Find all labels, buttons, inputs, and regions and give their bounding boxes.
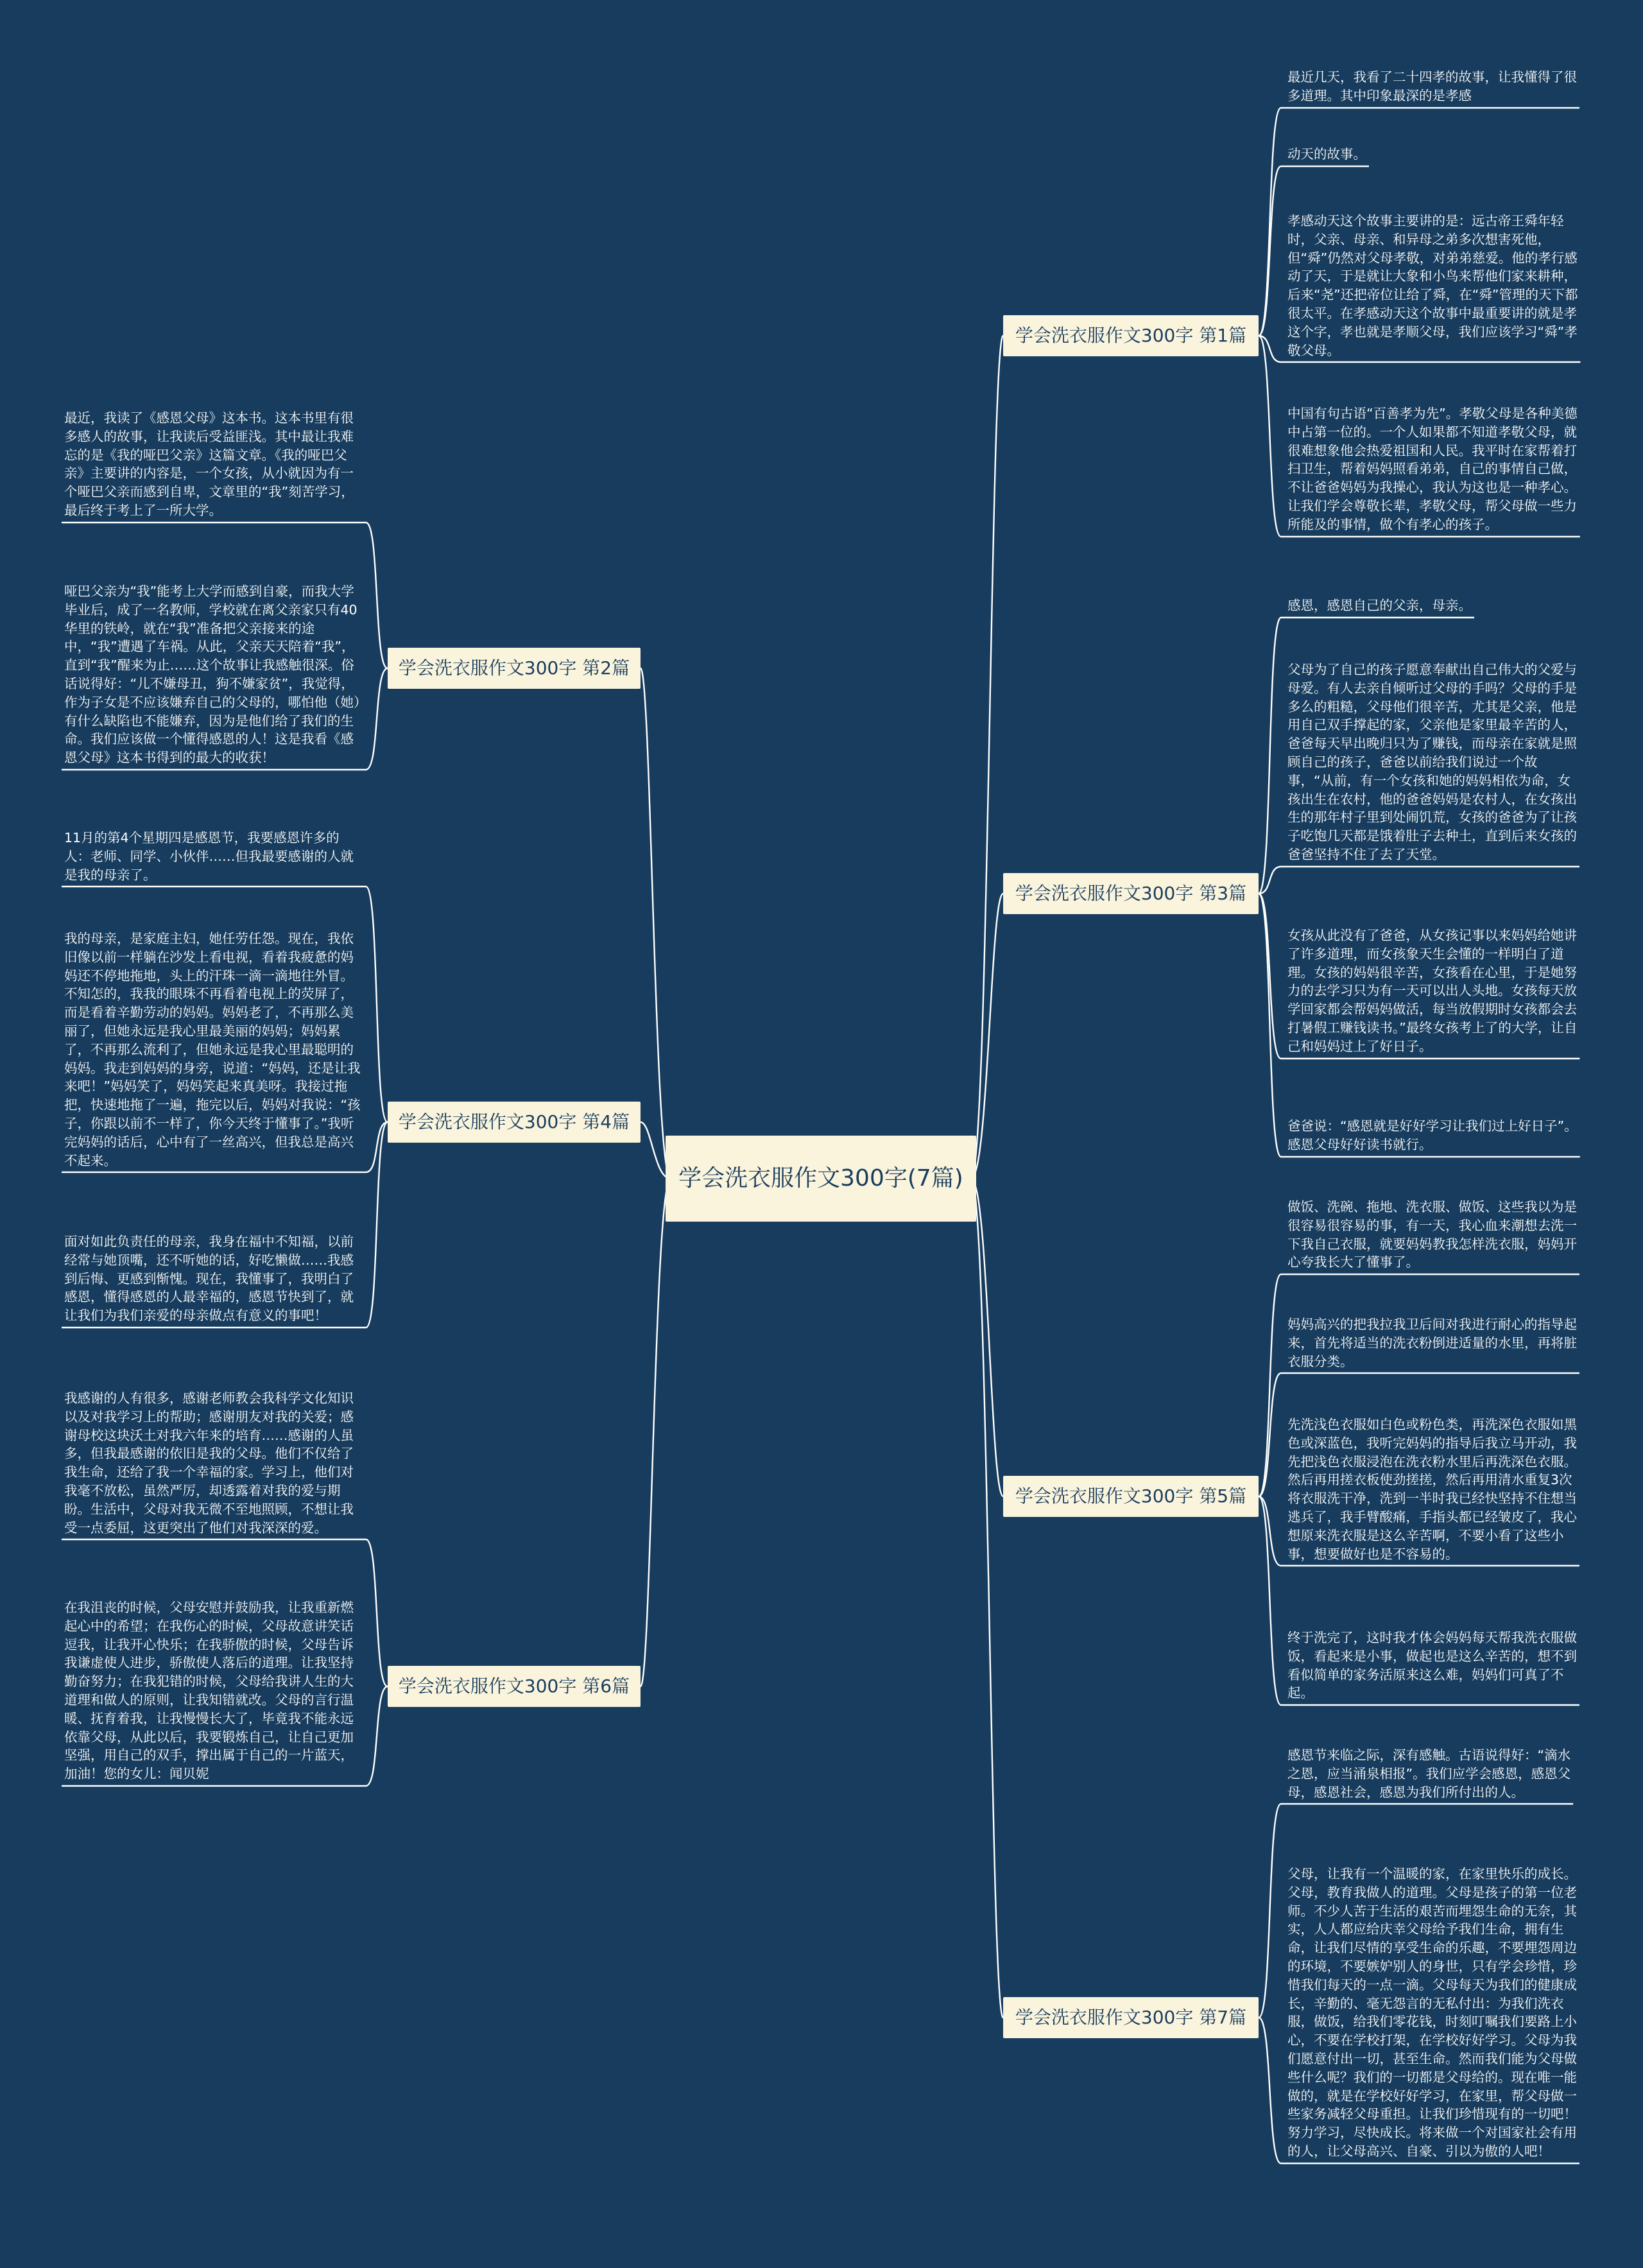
center-to-branch-2 <box>641 668 671 1179</box>
leaf-5-4: 终于洗完了，这时我才体会妈妈每天帮我洗衣服做饭，看起来是小事，做起也是这么辛苦的，想不到看似简单的家务活原来这么难，妈妈们可真了不起。 <box>1287 1630 1577 1701</box>
leaf-1-3: 孝感动天这个故事主要讲的是：远古帝王舜年轻时，父亲、母亲、和异母之弟多次想害死他，但“舜”仍然对父母孝敬，对弟弟慈爱。他的孝行感动了天，于是就让大象和小鸟来帮他们家来耕种，后来“尧”还把帝位让给了舜，在“舜”管理的天下都很太平。在孝感动天这个故事中最重要讲的就是孝这个字，孝也就是孝顺父母，我们应该学习“舜”孝敬父母。 <box>1287 213 1578 358</box>
leaf-7-2: 父母，让我有一个温暖的家，在家里快乐的成长。父母，教育我做人的道理。父母是孩子的第一位老师。不少人苦于生活的艰苦而埋怨生命的无奈，其实，人人都应给庆幸父母给予我们生命，拥有生命，让我们尽情的享受生命的乐趣，不要埋怨周边的环境，不要嫉妒别人的身世，只有学会珍惜，珍惜我们每天的一点一滴。父母每天为我们的健康成长，辛勤的、毫无怨言的无私付出：为我们洗衣服，做饭，给我们零花钱，时刻叮嘱我们要路上小心，不要在学校打架，在学校好好学习。父母为我们愿意付出一切，甚至生命。然而我们能为父母做些什么呢？我们的一切都是父母给的。现在唯一能做的，就是在学校好好学习，在家里，帮父母做一些家务减轻父母重担。让我们珍惜现有的一切吧！努力学习，尽快成长。将来做一个对国家社会有用的人，让父母高兴、自豪、引以为傲的人吧！ <box>1287 1866 1577 2159</box>
branch-3-leaf-4-connector <box>1259 894 1281 1157</box>
branch-2-leaf-2-connector <box>366 668 388 770</box>
center-topic[interactable]: 学会洗衣服作文300字(7篇) <box>666 1136 976 1222</box>
branch-7-leaf-2-connector <box>1259 2018 1281 2163</box>
leaf-5-2: 妈妈高兴的把我拉我卫后间对我进行耐心的指导起来，首先将适当的洗衣粉倒进适量的水里，再将脏衣服分类。 <box>1287 1317 1577 1369</box>
branch-4[interactable]: 学会洗衣服作文300字 第4篇 <box>388 1102 641 1143</box>
branch-1-leaf-1-connector <box>1259 108 1281 336</box>
leaf-2-2: 哑巴父亲为“我”能考上大学而感到自豪，而我大学毕业后，成了一名教师，学校就在离父亲家只有40华里的铁岭，就在“我”准备把父亲接来的途中，“我”遭遇了车祸。从此，父亲天天陪着“我”，直到“我”醒来为止……这个故事让我感触很深。俗话说得好：“儿不嫌母丑，狗不嫌家贫”，我觉得，作为子女是不应该嫌弃自己的父母的，哪怕他（她）有什么缺陷也不能嫌弃，因为是他们给了我们的生命。我们应该做一个懂得感恩的人！这是我看《感恩父母》这本书得到的最大的收获！ <box>64 584 361 766</box>
branch-6-leaf-1-connector <box>366 1539 388 1686</box>
leaf-7-1: 感恩节来临之际，深有感触。古语说得好：“滴水之恩，应当涌泉相报”。我们应学会感恩，感恩父母，感恩社会，感恩为我们所付出的人。 <box>1287 1747 1571 1800</box>
leaf-2-1: 最近，我读了《感恩父母》这本书。这本书里有很多感人的故事，让我读后受益匪浅。其中最让我难忘的是《我的哑巴父亲》这篇文章。《我的哑巴父亲》主要讲的内容是，一个女孩，从小就因为有一个哑巴父亲而感到自卑，文章里的“我”刻苦学习，最后终于考上了一所大学。 <box>64 410 354 518</box>
branch-7[interactable]: 学会洗衣服作文300字 第7篇 <box>1003 1997 1259 2038</box>
branch-4-leaf-2-connector <box>366 1122 388 1172</box>
branch-2[interactable]: 学会洗衣服作文300字 第2篇 <box>388 648 641 689</box>
branch-4-leaf-1-connector <box>366 887 388 1122</box>
leaf-4-2: 我的母亲，是家庭主妇，她任劳任怨。现在，我依旧像以前一样躺在沙发上看电视，看着我疲惫的妈妈还不停地拖地，头上的汗珠一滴一滴地往外冒。不知怎的，我我的眼珠不再看着电视上的荧屏了，而是看着辛勤劳动的妈妈。妈妈老了，不再那么美丽了，但她永远是我心里最美丽的妈妈；妈妈累了，不再那么流利了，但她永远是我心里最聪明的妈妈。我走到妈妈的身旁，说道：“妈妈，还是让我来吧！”妈妈笑了，妈妈笑起来真美呀。我接过拖把，快速地拖了一遍，拖完以后，妈妈对我说：“孩子，你跟以前不一样了，你今天终于懂事了。”我听完妈妈的话后，心中有了一丝高兴，但我总是高兴不起来。 <box>64 931 361 1168</box>
branch-3-leaf-2-connector <box>1259 867 1281 894</box>
leaf-6-2: 在我沮丧的时候，父母安慰并鼓励我，让我重新燃起心中的希望；在我伤心的时候，父母故意讲笑话逗我，让我开心快乐；在我骄傲的时候，父母告诉我谦虚使人进步，骄傲使人落后的道理。让我坚持勤奋努力；在我犯错的时候，父母给我讲人生的大道理和做人的原则，让我知错就改。父母的言行温暖、抚育着我，让我慢慢长大了，毕竟我不能永远依靠父母，从此以后，我要锻炼自己，让自己更加坚强，用自己的双手，撑出属于自己的一片蓝天，加油！您的女儿：闻贝妮 <box>64 1600 354 1782</box>
branch-1-leaf-4-connector <box>1259 336 1281 537</box>
leaf-3-1: 感恩，感恩自己的父亲，母亲。 <box>1287 598 1472 613</box>
branch-1[interactable]: 学会洗衣服作文300字 第1篇 <box>1003 315 1259 356</box>
leaf-3-3: 女孩从此没有了爸爸，从女孩记事以来妈妈给她讲了许多道理，而女孩象天生会懂的一样明白了道理。女孩的妈妈很辛苦，女孩看在心里，于是她努力的去学习只为有一天可以出人头地。女孩每天放学回家都会帮妈妈做活，每当放假期时女孩都会去打暑假工赚钱读书。”最终女孩考上了的大学，让自己和妈妈过上了好日子。 <box>1287 928 1578 1054</box>
center-to-branch-1 <box>971 336 1003 1179</box>
leaf-1-4: 中国有句古语“百善孝为先”。孝敬父母是各种美德中占第一位的。一个人如果都不知道孝敬父母，就很难想象他会热爱祖国和人民。我平时在家帮着打扫卫生，帮着妈妈照看弟弟，自己的事情自己做，不让爸爸妈妈为我操心，我认为这也是一种孝心。让我们学会尊敬长辈，孝敬父母，帮父母做一些力所能及的事情，做个有孝心的孩子。 <box>1287 406 1578 532</box>
branch-4-leaf-3-connector <box>366 1122 388 1328</box>
branch-6-leaf-2-connector <box>366 1686 388 1786</box>
branch-2-leaf-1-connector <box>366 523 388 668</box>
branch-6[interactable]: 学会洗衣服作文300字 第6篇 <box>388 1666 641 1707</box>
leaf-1-1: 最近几天，我看了二十四孝的故事，让我懂得了很多道理。其中印象最深的是孝感 <box>1287 69 1577 103</box>
branch-5-leaf-1-connector <box>1259 1274 1281 1496</box>
branch-7-leaf-1-connector <box>1259 1804 1281 2018</box>
leaf-4-1: 11月的第4个星期四是感恩节，我要感恩许多的人：老师、同学、小伙伴……但我最要感谢的人就是我的母亲了。 <box>64 830 354 883</box>
branch-5-leaf-3-connector <box>1259 1496 1281 1566</box>
leaf-6-1: 我感谢的人有很多，感谢老师教会我科学文化知识以及对我学习上的帮助；感谢朋友对我的关爱；感谢母校这块沃土对我六年来的培育……感谢的人虽多，但我最感谢的依旧是我的父母。他们不仅给了我生命，还给了我一个幸福的家。学习上，他们对我毫不放松，虽然严厉，却透露着对我的爱与期盼。生活中，父母对我无微不至地照顾，不想让我受一点委屈，这更突出了他们对我深深的爱。 <box>64 1390 354 1536</box>
leaf-5-3: 先洗浅色衣服如白色或粉色类，再洗深色衣服如黑色或深蓝色，我听完妈妈的指导后我立马开动，我先把浅色衣服浸泡在洗衣粉水里后再洗深色衣服。然后再用搓衣板使劲搓搓，然后再用清水重复3次将衣服洗干净，洗到一半时我已经快坚持不住想当逃兵了，我手臂酸痛，手指头都已经皱皮了，我心想原来洗衣服是这么辛苦啊，不要小看了这些小事，想要做好也是不容易的。 <box>1287 1417 1577 1562</box>
branch-1-leaf-2-connector <box>1259 166 1281 336</box>
leaf-3-4: 爸爸说：“感恩就是好好学习让我们过上好日子”。感恩父母好好读书就行。 <box>1287 1118 1578 1152</box>
branch-3[interactable]: 学会洗衣服作文300字 第3篇 <box>1003 873 1259 914</box>
leaf-1-2: 动天的故事。 <box>1287 146 1366 162</box>
center-to-branch-6 <box>641 1179 671 1686</box>
leaf-3-2: 父母为了自己的孩子愿意奉献出自己伟大的父爱与母爱。有人去亲自倾听过父母的手吗？父母的手是多么的粗糙，父母他们很辛苦，尤其是父亲，他是用自己双手撑起的家，父亲他是家里最辛苦的人，爸爸每天早出晚归只为了赚钱，而母亲在家就是照顾自己的孩子，爸爸以前给我们说过一个故事，“从前，有一个女孩和她的妈妈相依为命，女孩出生在农村，他的爸爸妈妈是农村人，在女孩出生的那年村子里到处闹饥荒，女孩的爸爸为了让孩子吃饱几天都是饿着肚子去种土，直到后来女孩的爸爸坚持不住了去了天堂。 <box>1287 662 1577 862</box>
branch-5[interactable]: 学会洗衣服作文300字 第5篇 <box>1003 1476 1259 1517</box>
leaf-5-1: 做饭、洗碗、拖地、洗衣服、做饭、这些我以为是很容易很容易的事，有一天，我心血来潮想去洗一下我自己衣服，就要妈妈教我怎样洗衣服，妈妈开心夸我长大了懂事了。 <box>1287 1199 1577 1270</box>
leaf-4-3: 面对如此负责任的母亲，我身在福中不知福，以前经常与她顶嘴，还不听她的话，好吃懒做……我感到后悔、更感到惭愧。现在，我懂事了，我明白了感恩，懂得感恩的人最幸福的，感恩节快到了，就让我们为我们亲爱的母亲做点有意义的事吧！ <box>64 1234 354 1324</box>
center-to-branch-5 <box>971 1179 1003 1496</box>
branch-3-leaf-1-connector <box>1259 618 1281 894</box>
